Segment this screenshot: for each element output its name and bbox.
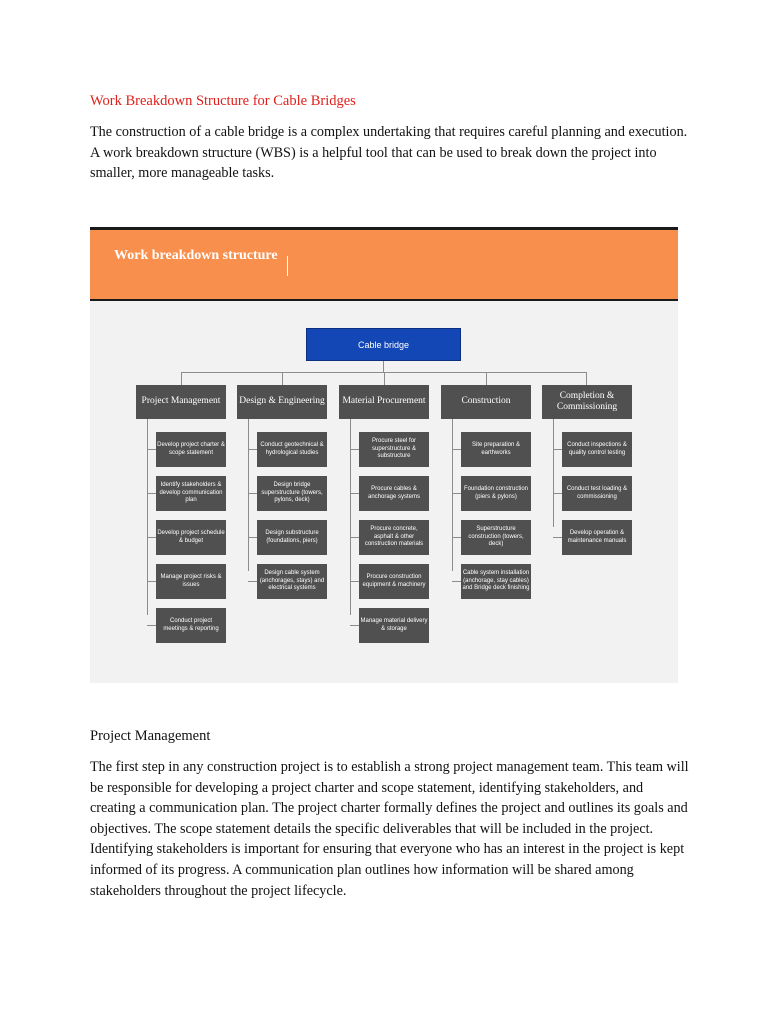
task-connector bbox=[147, 449, 156, 450]
task-pm-3: Develop project schedule & budget bbox=[156, 520, 226, 555]
branch-drop-5 bbox=[586, 372, 587, 385]
task-connector bbox=[350, 625, 359, 626]
task-co-4: Cable system installation (anchorage, stay cables) and Bridge deck finishing bbox=[461, 564, 531, 599]
task-connector bbox=[248, 537, 257, 538]
task-mp-1: Procure steel for superstructure & substructure bbox=[359, 432, 429, 467]
task-connector bbox=[248, 581, 257, 582]
task-connector bbox=[248, 449, 257, 450]
task-connector bbox=[452, 493, 461, 494]
section-paragraph: The first step in any construction project is to establish a strong project management team. This team will be responsible for developing a project charter and scope statement, identifying stakeholders, and creating a communication plan. The project charter formally defines the project and outlines its goals and objectives. The scope statement details the specific deliverables that will be included in the project. Identifying stakeholders is important for ensuring that everyone who has an interest in the project is kept informed of its progress. A communication plan outlines how information will be shared among stakeholders throughout the project lifecycle. bbox=[90, 759, 689, 899]
branch-material-procurement: Material Procurement bbox=[339, 385, 429, 419]
task-connector bbox=[147, 493, 156, 494]
branch-drop-2 bbox=[282, 372, 283, 385]
task-cc-2: Conduct test loading & commissioning bbox=[562, 476, 632, 511]
task-connector bbox=[553, 537, 562, 538]
task-pm-5: Conduct project meetings & reporting bbox=[156, 608, 226, 643]
spine-4 bbox=[452, 419, 453, 571]
task-de-4: Design cable system (anchorages, stays) and electrical systems bbox=[257, 564, 327, 599]
figure-header-title: Work breakdown structure bbox=[114, 248, 278, 263]
task-co-2: Foundation construction (piers & pylons) bbox=[461, 476, 531, 511]
branch-drop-4 bbox=[486, 372, 487, 385]
section-title: Project Management bbox=[90, 728, 211, 744]
task-connector bbox=[553, 449, 562, 450]
task-co-1: Site preparation & earthworks bbox=[461, 432, 531, 467]
task-connector bbox=[553, 493, 562, 494]
branch-completion-commissioning: Completion & Commissioning bbox=[542, 385, 632, 419]
task-connector bbox=[452, 537, 461, 538]
task-cc-1: Conduct inspections & quality control testing bbox=[562, 432, 632, 467]
task-cc-3: Develop operation & maintenance manuals bbox=[562, 520, 632, 555]
root-node: Cable bridge bbox=[306, 328, 461, 361]
header-divider bbox=[287, 256, 288, 276]
task-mp-5: Manage material delivery & storage bbox=[359, 608, 429, 643]
task-co-3: Superstructure construction (towers, deck) bbox=[461, 520, 531, 555]
branch-construction: Construction bbox=[441, 385, 531, 419]
task-de-3: Design substructure (foundations, piers) bbox=[257, 520, 327, 555]
task-connector bbox=[350, 537, 359, 538]
branch-drop-3 bbox=[384, 372, 385, 385]
document-heading: Work Breakdown Structure for Cable Bridges bbox=[90, 93, 356, 109]
task-connector bbox=[452, 581, 461, 582]
spine-5 bbox=[553, 419, 554, 527]
task-mp-3: Procure concrete, asphalt & other construction materials bbox=[359, 520, 429, 555]
task-de-2: Design bridge superstructure (towers, pylons, deck) bbox=[257, 476, 327, 511]
task-connector bbox=[350, 493, 359, 494]
task-connector bbox=[350, 449, 359, 450]
task-pm-1: Develop project charter & scope statement bbox=[156, 432, 226, 467]
branch-drop-1 bbox=[181, 372, 182, 385]
wbs-figure bbox=[90, 227, 678, 683]
spine-2 bbox=[248, 419, 249, 571]
task-mp-2: Procure cables & anchorage systems bbox=[359, 476, 429, 511]
task-pm-2: Identify stakeholders & develop communication plan bbox=[156, 476, 226, 511]
task-connector bbox=[452, 449, 461, 450]
task-connector bbox=[147, 537, 156, 538]
task-connector bbox=[147, 625, 156, 626]
figure-header bbox=[90, 227, 678, 301]
task-connector bbox=[350, 581, 359, 582]
intro-paragraph: The construction of a cable bridge is a complex undertaking that requires careful planning and execution. A work breakdown structure (WBS) is a helpful tool that can be used to break down the project into smaller, more manageable tasks. bbox=[90, 124, 688, 182]
task-pm-4: Manage project risks & issues bbox=[156, 564, 226, 599]
task-de-1: Conduct geotechnical & hydrological studies bbox=[257, 432, 327, 467]
task-connector bbox=[248, 493, 257, 494]
branch-project-management: Project Management bbox=[136, 385, 226, 419]
task-connector bbox=[147, 581, 156, 582]
branch-design-engineering: Design & Engineering bbox=[237, 385, 327, 419]
task-mp-4: Procure construction equipment & machinery bbox=[359, 564, 429, 599]
